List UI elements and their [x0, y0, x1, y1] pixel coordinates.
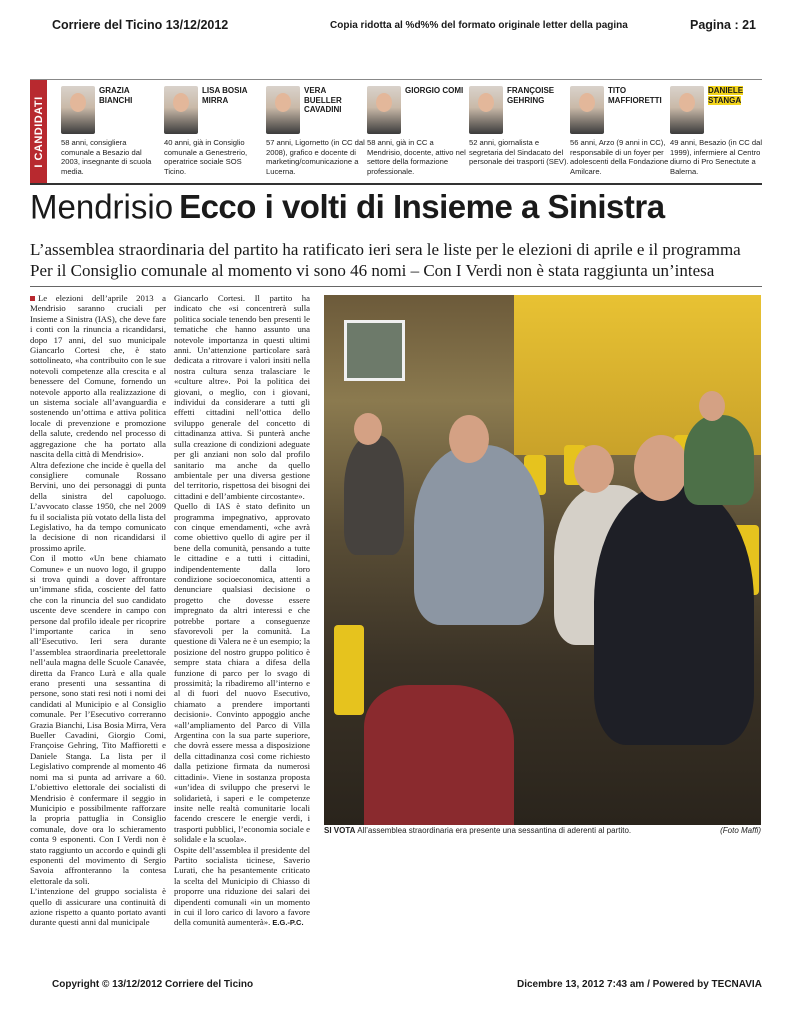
candidates-strip — [30, 79, 762, 185]
candidate-name: LISA BOSIA MIRRA — [202, 86, 248, 105]
photo-person — [414, 445, 544, 625]
photo-person — [684, 415, 754, 505]
header-page-number: Pagina : 21 — [690, 18, 756, 32]
candidate-name: FRANÇOISE GEHRING — [507, 86, 555, 105]
candidate-desc: 56 anni, Arzo (9 anni in CC), responsabile di un foyer per adolescenti della Fondazione Amilcare. — [570, 138, 669, 176]
candidate-photo — [164, 86, 198, 134]
candidate-photo — [570, 86, 604, 134]
candidate-photo — [469, 86, 503, 134]
candidate-desc: 58 anni, già in CC a Mendrisio, docente, attivo nel settore della formazione professionale. — [367, 138, 466, 176]
article-paragraph: Giancarlo Cortesi. Il partito ha indicato che «si concentrerà sulla politica sociale tenendo ben presenti le tematiche che hanno assunto una notevole importanza in questi ultimi anni. Un’attenzione particolare sarà dedicata a ritrovare i valori insiti nella nostra cultura senza tralasciare le «culture altre». Poi la politica dei giovani, o meglio, con i giovani, individui da considerare a tutti gli effetti cittadini nell’ottica dello sviluppo generale del concetto di cittadinanza attiva. Si punterà anche sulla creazione di condizioni adeguate per gli anziani non solo dal profilo sanitario ma anche da quello ambientale per una diversa gestione del territorio, rispettosa dei bisogni dei cittadini e dell’ambiente circostante». — [174, 293, 310, 501]
photo-head — [699, 391, 725, 421]
article-paragraph: Altra defezione che incide è quella del consigliere comunale Rossano Bervini, uno dei personaggi di punta della sinistra del capoluogo. L’avvocato classe 1950, che nel 2009 fu il socialista più votato della lista del Legislativo, ha da tempo comunicato la decisione di non ricandidarsi il prossimo aprile. — [30, 459, 166, 553]
candidate-name: DANIELE STANGA — [708, 86, 744, 105]
caption-label: SI VOTA — [324, 826, 356, 835]
candidate-photo — [61, 86, 95, 134]
footer-timestamp: Dicembre 13, 2012 7:43 am / Powered by TECNAVIA — [517, 979, 762, 990]
photo-head — [634, 435, 688, 501]
headline — [30, 188, 665, 226]
candidate-photo — [367, 86, 401, 134]
photo-red-coat — [364, 685, 514, 825]
candidate-photo — [670, 86, 704, 134]
caption-text: All’assemblea straordinaria era presente una sessantina di aderenti al partito. — [357, 826, 632, 835]
article-paragraph: Quello di IAS è stato definito un programma impegnativo, approvato con cinque emendamenti, «che avrà come obiettivo quello di agire per il bene della comunità, pensando a tutte le cittadine e a tutti i cittadini, indipendentemente dalla loro condizione socioeconomica, attenti a denunciare qualsiasi decisione o progetto che dovesse essere impregnato da altri interessi e che potrebbe portare a conseguenze sfavorevoli per la comunità. La questione di Valera ne è un esempio; la posizione del nostro gruppo politico è sempre stata chiara a difesa della funzione di parco per lo svago di prossimità; la ribadiremo all’interno e al di fuori del nuovo Esecutivo, chiamato a prendere importanti decisioni». Convinto appoggio anche «all’ampliamento del Parco di Villa Argentina con la sua parte superiore, che dovrà essere messa a disposizione della cittadinanza così come richiesto dalla petizione firmata da numerosi cittadini». Viene in sostanza proposta «un’idea di sviluppo che preservi le solidarietà, i saperi e le competenze insite nelle realtà comunitarie locali facendo crescere le energie verdi, i trasporti pubblici, l’economia sociale e solidale e la scuola». — [174, 501, 310, 845]
header-copy-note: Copia ridotta al %d%% del formato originale letter della pagina — [330, 20, 628, 31]
article-paragraph — [174, 845, 310, 929]
candidate-desc: 52 anni, giornalista e segretaria del Sindacato del personale dei trasporti (SEV). — [469, 138, 569, 167]
candidate-photo — [266, 86, 300, 134]
candidates-label: I CANDIDATI — [32, 95, 45, 168]
paragraph-text: Le elezioni dell’aprile 2013 a Mendrisio saranno cruciali per Insieme a Sinistra (IAS), che deve fare i conti con la rinuncia a ricandidarsi, dopo 17 anni, del suo municipale Giancarlo Cortesi che, è stato sottolineato, «ha contribuito con le sue notevoli competenze alla crescita e al benessere del Comune, fornendo un notevole apporto alla realizzazione di un sistema sociale all’avanguardia e sostenendo un’ottima e attiva politica locale di prevenzione e promozione della salute, credendo nel processo di aggregazione che ha portato alla nascita della città di Mendrisio». — [30, 293, 166, 460]
candidate-desc: 49 anni, Besazio (in CC dal 1999), infermiere al Centro diurno di Pro Senectute a Balerna. — [670, 138, 763, 176]
photo-person — [344, 435, 404, 555]
photo-head — [574, 445, 614, 493]
photo-person — [594, 485, 754, 745]
article-paragraph: Con il motto «Un bene chiamato Comune» e un nuovo logo, il gruppo si trova quindi a dover affrontare un’immane sfida, cosciente del fatto che con la rinuncia del suo candidato uscente deve scendere in campo con persone dal profilo ideale per ricoprire l’importante carica in seno all’Esecutivo. Ieri sera durante l’assemblea straordinaria preelettorale nell’aula magna delle Scuole Canavée, diretta da Franco Lurà e alla quale erano presenti una sessantina di persone, sono stati resi noti i nomi dei candidati al Municipio e al Consiglio comunale. Per l’Esecutivo correranno Grazia Bianchi, Lisa Bosia Mirra, Vera Bueller Cavadini, Giorgio Comi, Françoise Gehring, Tito Maffioretti e Daniele Stanga. La lista per il Legislativo comprende al momento 46 nomi ma si punta ad arrivare a 60. L’obiettivo elettorale dei socialisti di Mendrisio è confermare il seggio in Municipio e possibilmente rafforzare la propria pattuglia in Consiglio comunale, dove ora lo schieramento conta 9 esponenti. Con I Verdi non è stato raggiunto un accordo e quindi gli esponenti del movimento di Sergio Savoia affronteranno la contesa elettorale da soli. — [30, 553, 166, 886]
candidate-name: GIORGIO COMI — [405, 86, 464, 95]
author-signature: E.G.-P.C. — [272, 918, 304, 928]
paragraph-text: Ospite dell’assemblea il presidente del Partito socialista ticinese, Saverio Lurati, che ha pesantemente criticato la scelta del Municipio di Chiasso di proporre una riduzione dei salari dei dipendenti comunali «in un momento in cui il loro carico di lavoro a favore della comunità aumenterà». — [174, 844, 310, 928]
candidate-name: GRAZIA BIANCHI — [99, 86, 133, 105]
candidate-card — [164, 86, 264, 181]
article-column-2 — [174, 293, 310, 929]
candidate-desc: 40 anni, già in Consiglio comunale a Genestrerio, operatrice sociale SOS Ticino. — [164, 138, 248, 176]
candidate-card — [570, 86, 670, 181]
article-paragraph: L’intenzione del gruppo socialista è quello di assicurare una continuità di azione rispetto a quanto portato avanti durante questi anni dal municipale — [30, 886, 166, 928]
assembly-photo — [324, 295, 761, 825]
candidate-desc: 58 anni, consigliera comunale a Besazio dal 2003, insegnante di scuola media. — [61, 138, 152, 176]
candidate-desc: 57 anni, Ligornetto (in CC dal 2008), grafico e docente di marketing/comunicazione a Lucerna. — [266, 138, 365, 176]
candidate-name: VERA BUELLER CAVADINI — [304, 86, 342, 114]
photo-credit: (Foto Maffi) — [720, 826, 761, 835]
subtitle-line-1: L’assemblea straordinaria del partito ha ratificato ieri sera le liste per le elezioni di aprile e il programma — [30, 240, 741, 259]
candidate-card — [670, 86, 770, 181]
divider — [30, 286, 762, 287]
subtitle-line-2: Per il Consiglio comunale al momento vi sono 46 nomi – Con I Verdi non è stata raggiunta un’intesa — [30, 261, 715, 280]
candidate-card — [469, 86, 569, 181]
footer-copyright: Copyright © 13/12/2012 Corriere del Ticino — [52, 979, 254, 990]
photo-head — [449, 415, 489, 463]
candidate-name-highlighted — [708, 86, 768, 105]
candidate-card — [367, 86, 467, 181]
article-column-1 — [30, 293, 166, 928]
headline-title: Ecco i volti di Insieme a Sinistra — [179, 188, 665, 225]
candidate-name: TITO MAFFIORETTI — [608, 86, 662, 105]
header-publication: Corriere del Ticino 13/12/2012 — [52, 18, 229, 32]
article-paragraph — [30, 293, 166, 460]
photo-wall-picture — [344, 320, 405, 381]
candidates-label-bar — [30, 80, 47, 183]
photo-caption — [324, 826, 761, 835]
candidate-card — [61, 86, 161, 181]
candidate-card — [266, 86, 366, 181]
headline-kicker: Mendrisio — [30, 187, 174, 226]
photo-chair — [334, 625, 364, 715]
photo-head — [354, 413, 382, 445]
section-square-icon — [30, 296, 35, 301]
